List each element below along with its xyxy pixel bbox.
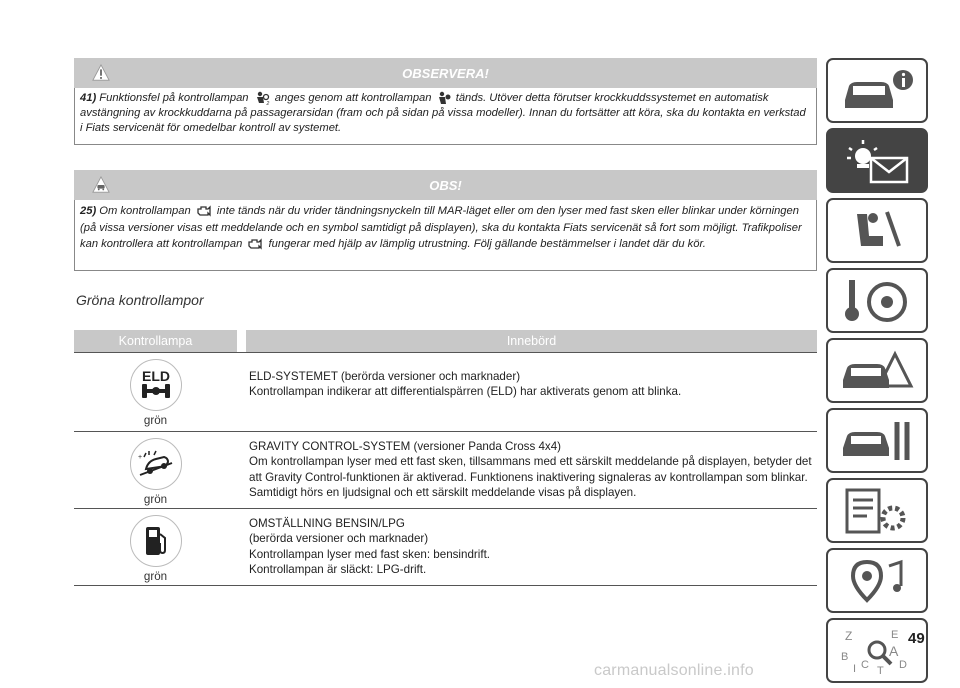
notice-header	[74, 170, 817, 200]
notice-header	[74, 58, 817, 88]
tab-safety[interactable]	[826, 198, 928, 263]
tab-starting-driving[interactable]	[826, 268, 928, 333]
table-row	[74, 353, 817, 432]
tab-technical-data[interactable]	[826, 478, 928, 543]
car-tools-icon	[837, 416, 917, 466]
music-navigation-icon	[837, 556, 917, 606]
seat-airbag-icon	[837, 206, 917, 256]
note-number: 41)	[80, 92, 97, 104]
meaning-cell: GRAVITY CONTROL-SYSTEM (versioner Panda Cross 4x4) Om kontrollampan lyser med ett fast sken, tillsammans med ett särskilt meddelande på displayen, betyder det att Gravity Control-funktionen är aktiverad. Funktionens inaktivering signaleras av kontrollampan som blinkar. Samtidigt hörs en ljudsignal och ett särskilt meddelande visas på displayen.	[249, 440, 812, 500]
lamp-cell	[74, 509, 237, 585]
svg-text:+: +	[137, 454, 142, 461]
fuel-pump-icon	[130, 515, 182, 567]
svg-text:T: T	[877, 664, 884, 676]
section-title: Gröna kontrollampor	[76, 292, 204, 308]
tab-maintenance[interactable]	[826, 408, 928, 473]
lamp-color: grön	[143, 570, 168, 583]
lamp-color: grön	[143, 493, 168, 506]
warning-triangle-icon	[92, 64, 110, 82]
header-divider	[237, 330, 246, 352]
meaning-cell: OMSTÄLLNING BENSIN/LPG (berörda versioner och marknader) Kontrollampan lyser med fast sken: bensindrift. Kontrollampan är släckt: LPG-drift.	[249, 517, 491, 577]
airbag-fault-icon	[254, 91, 270, 105]
engine-check-icon	[196, 205, 212, 217]
watermark: carmanualsonline.info	[594, 662, 754, 679]
notice-observera	[74, 58, 817, 145]
notice-obs	[74, 170, 817, 271]
svg-text:C: C	[861, 658, 869, 671]
car-info-icon	[837, 66, 917, 116]
column-header-meaning: Innebörd	[506, 334, 557, 348]
tab-warning-lights[interactable]	[826, 128, 928, 193]
notice-body	[74, 200, 817, 271]
notice-title: OBSERVERA!	[402, 65, 489, 81]
tab-emergency[interactable]	[826, 338, 928, 403]
notice-title: OBS!	[429, 177, 462, 193]
svg-text:E: E	[891, 628, 899, 641]
car-accident-icon	[837, 346, 917, 396]
car-warning-icon	[92, 176, 110, 194]
alphabet-index-icon	[837, 626, 917, 676]
meaning-cell: ELD-SYSTEMET (berörda versioner och marknader) Kontrollampan indikerar att differentialspärren (ELD) har aktiverats genom att blinka.	[249, 370, 682, 399]
chapter-tabs	[826, 58, 932, 688]
column-header-lamp: Kontrollampa	[118, 334, 193, 348]
page-number: 49	[908, 630, 925, 647]
key-steering-wheel-icon	[837, 276, 917, 326]
lamp-color: grön	[143, 414, 168, 427]
eld-icon	[130, 359, 182, 411]
lamp-cell	[74, 432, 237, 508]
engine-check-icon	[247, 238, 263, 250]
table-row	[74, 509, 817, 586]
notice-text: 41) Funktionsfel på kontrollampan 2 anges genom att kontrollampan tänds. Utöver detta förutser krockkuddssystemet en automatisk avstängning av krockkuddarna på passagerarsidan (fram och på sidan på vissa modeller). Innan du fortsätter att köra, ska du kontakta en verkstad i Fiats servicenät för omedelbar kontroll av systemet.	[80, 92, 806, 134]
svg-text:2: 2	[266, 101, 269, 106]
svg-text:B: B	[841, 650, 849, 663]
eld-symbol	[136, 367, 176, 403]
warning-light-mail-icon	[837, 136, 917, 186]
notice-body	[74, 88, 817, 145]
tab-index[interactable]	[826, 618, 928, 683]
table-header	[74, 330, 817, 352]
airbag-icon	[437, 91, 451, 105]
gravity-symbol	[136, 449, 176, 479]
tab-multimedia[interactable]	[826, 548, 928, 613]
svg-text:I: I	[853, 662, 857, 675]
svg-text:Z: Z	[845, 628, 853, 643]
warning-lights-table	[74, 330, 817, 586]
svg-text:ELD: ELD	[141, 368, 170, 384]
note-number: 25)	[80, 205, 97, 217]
table-row	[74, 432, 817, 509]
svg-text:A: A	[889, 642, 899, 659]
svg-text:D: D	[899, 658, 907, 671]
tab-car-info[interactable]	[826, 58, 928, 123]
lamp-cell	[74, 353, 237, 431]
fuel-symbol	[141, 524, 171, 558]
specs-gear-icon	[837, 486, 917, 536]
notice-text: 25) Om kontrollampan inte tänds när du vrider tändningsnyckeln till MAR-läget eller om den lyser med fast sken eller blinkar under körningen (på vissa versioner visas ett meddelande och en symbol samtidigt på displayen), ska du kontakta Fiats servicenät så fort som möjligt. Trafikpoliser kan kontrollera att kontrollampan fungerar med hjälp av lämplig utrustning. Följ gällande bestämmelser i landet där du kör.	[80, 205, 802, 250]
gravity-control-icon	[130, 438, 182, 490]
